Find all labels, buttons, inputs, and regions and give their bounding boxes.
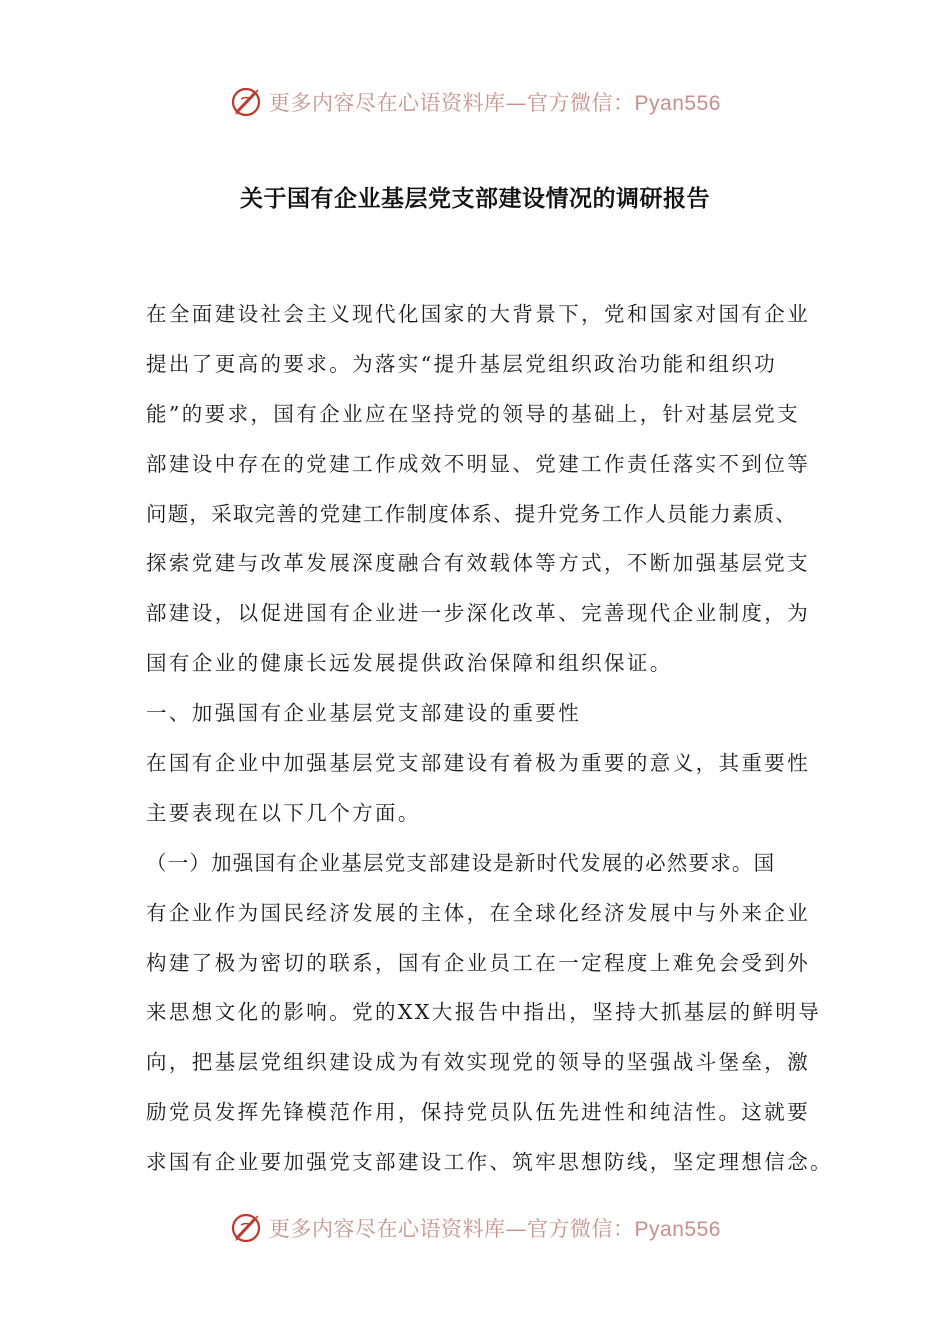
body-line: 在国有企业中加强基层党支部建设有着极为重要的意义，其重要性 — [146, 751, 811, 776]
body-line: 有企业作为国民经济发展的主体，在全球化经济发展中与外来企业 — [146, 900, 811, 925]
body-line: 部建设中存在的党建工作成效不明显、党建工作责任落实不到位等 — [146, 451, 811, 476]
body-line: 向，把基层党组织建设成为有效实现党的领导的坚强战斗堡垒，激 — [146, 1050, 811, 1075]
body-line: 问题，采取完善的党建工作制度体系、提升党务工作人员能力素质、 — [146, 501, 797, 526]
pen-logo-icon — [229, 1211, 263, 1245]
section-heading: 一、加强国有企业基层党支部建设的重要性 — [146, 701, 582, 726]
subsection-line: （一）加强国有企业基层党支部建设是新时代发展的必然要求。国 — [146, 850, 776, 875]
body-line: 提出了更高的要求。为落实“提升基层党组织政治功能和组织功 — [146, 351, 778, 376]
watermark-text: 更多内容尽在心语资料库—官方微信：Pyan556 — [269, 91, 721, 115]
body-line: 主要表现在以下几个方面。 — [146, 800, 421, 825]
watermark-text: 更多内容尽在心语资料库—官方微信：Pyan556 — [269, 1217, 721, 1241]
wechat-id: Pyan556 — [634, 92, 721, 115]
document-title: 关于国有企业基层党支部建设情况的调研报告 — [240, 186, 710, 212]
body-line: 来思想文化的影响。党的XX大报告中指出，坚持大抓基层的鲜明导 — [146, 1000, 822, 1025]
body-line: 在全面建设社会主义现代化国家的大背景下，党和国家对国有企业 — [146, 302, 811, 326]
document-body — [146, 294, 833, 1192]
wechat-id: Pyan556 — [634, 1218, 721, 1241]
body-line: 探索党建与改革发展深度融合有效载体等方式，不断加强基层党支 — [146, 551, 811, 576]
body-line: 国有企业的健康长远发展提供政治保障和组织保证。 — [146, 651, 673, 676]
header-watermark — [0, 82, 950, 122]
body-line: 能”的要求，国有企业应在坚持党的领导的基础上，针对基层党支 — [146, 401, 801, 426]
body-line: 励党员发挥先锋模范作用，保持党员队伍先进性和纯洁性。这就要 — [146, 1100, 811, 1125]
pen-logo-icon — [229, 85, 263, 119]
body-line: 部建设，以促进国有企业进一步深化改革、完善现代企业制度，为 — [146, 601, 811, 626]
body-line: 构建了极为密切的联系，国有企业员工在一定程度上难免会受到外 — [146, 950, 811, 975]
footer-watermark — [0, 1208, 950, 1248]
body-line: 求国有企业要加强党支部建设工作、筑牢思想防线，坚定理想信念。 — [146, 1150, 833, 1175]
